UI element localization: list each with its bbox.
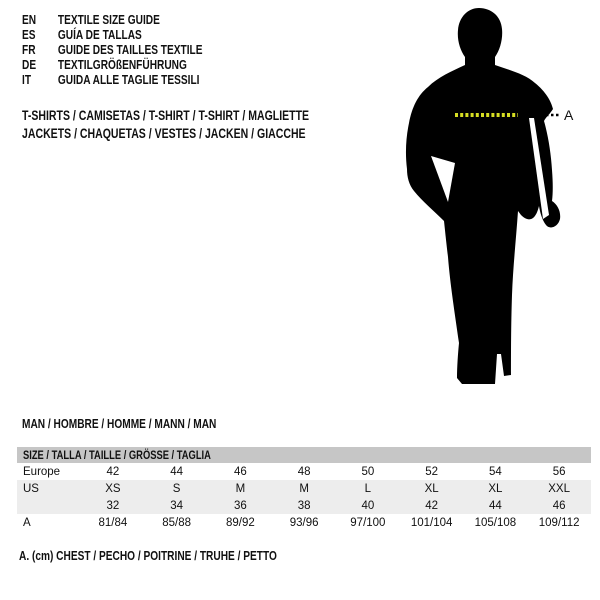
language-row-en bbox=[22, 12, 202, 27]
size-value: 40 bbox=[361, 499, 375, 512]
size-value: 44 bbox=[488, 499, 502, 512]
row-label: US bbox=[23, 482, 39, 495]
table-row-uk-sizes bbox=[17, 497, 591, 514]
size-value: 105/108 bbox=[474, 516, 517, 529]
size-value: 50 bbox=[361, 465, 375, 478]
language-title: TEXTILE SIZE GUIDE bbox=[57, 12, 160, 27]
size-value: 32 bbox=[106, 499, 120, 512]
size-value: 46 bbox=[233, 465, 247, 478]
measurement-footnote: A. (cm) CHEST / PECHO / POITRINE / TRUHE / PETTO bbox=[19, 548, 277, 563]
size-value: 42 bbox=[425, 499, 439, 512]
language-row-it bbox=[22, 72, 202, 87]
row-label: Europe bbox=[23, 465, 61, 478]
size-value: 52 bbox=[425, 465, 439, 478]
size-value: 54 bbox=[488, 465, 502, 478]
size-value: L bbox=[364, 482, 372, 495]
category-tshirts: T-SHIRTS / CAMISETAS / T-SHIRT / T-SHIRT / MAGLIETTE bbox=[22, 108, 310, 123]
size-value: 56 bbox=[552, 465, 566, 478]
size-value: 38 bbox=[297, 499, 311, 512]
size-value: 46 bbox=[552, 499, 566, 512]
language-row-de bbox=[22, 57, 202, 72]
size-value: 101/104 bbox=[410, 516, 453, 529]
language-code: IT bbox=[22, 72, 32, 87]
size-value: M bbox=[235, 482, 246, 495]
language-code: DE bbox=[22, 57, 37, 72]
garment-categories bbox=[22, 107, 390, 143]
table-row-europe bbox=[17, 463, 591, 480]
size-value: 89/92 bbox=[225, 516, 255, 529]
size-value: XL bbox=[424, 482, 439, 495]
size-value: XL bbox=[488, 482, 503, 495]
size-table-header: SIZE / TALLA / TAILLE / GRÖSSE / TAGLIA bbox=[17, 447, 591, 463]
size-value: XS bbox=[105, 482, 121, 495]
size-value: 48 bbox=[297, 465, 311, 478]
language-title: GUIDE DES TAILLES TEXTILE bbox=[57, 42, 203, 57]
size-value: 97/100 bbox=[350, 516, 386, 529]
section-title-man: MAN / HOMBRE / HOMME / MANN / MAN bbox=[22, 416, 217, 431]
size-value: 109/112 bbox=[538, 516, 580, 529]
size-value: 81/84 bbox=[98, 516, 128, 529]
language-code: ES bbox=[22, 27, 36, 42]
language-title: GUÍA DE TALLAS bbox=[57, 27, 142, 42]
language-title: GUIDA ALLE TAGLIE TESSILI bbox=[57, 72, 200, 87]
table-row-chest-cm bbox=[17, 514, 591, 531]
language-code: FR bbox=[22, 42, 36, 57]
row-label: A bbox=[23, 516, 31, 529]
size-table bbox=[17, 447, 591, 531]
language-code: EN bbox=[22, 12, 37, 27]
language-row-es bbox=[22, 27, 202, 42]
size-value: 42 bbox=[106, 465, 120, 478]
silhouette-body bbox=[406, 8, 560, 384]
size-value: 34 bbox=[170, 499, 184, 512]
language-row-fr bbox=[22, 42, 202, 57]
size-value: XXL bbox=[548, 482, 570, 495]
language-legend bbox=[22, 12, 253, 87]
size-value: 93/96 bbox=[289, 516, 319, 529]
man-silhouette bbox=[400, 5, 580, 390]
category-jackets: JACKETS / CHAQUETAS / VESTES / JACKEN / GIACCHE bbox=[22, 126, 306, 141]
measurement-figure bbox=[400, 5, 580, 390]
table-row-us bbox=[17, 480, 591, 497]
size-value: 85/88 bbox=[162, 516, 192, 529]
measure-label-a: A bbox=[564, 107, 574, 123]
size-value: 36 bbox=[233, 499, 247, 512]
size-value: 44 bbox=[170, 465, 184, 478]
size-value: M bbox=[299, 482, 309, 495]
language-title: TEXTILGRÖßENFÜHRUNG bbox=[57, 57, 187, 72]
size-value: S bbox=[172, 482, 181, 495]
